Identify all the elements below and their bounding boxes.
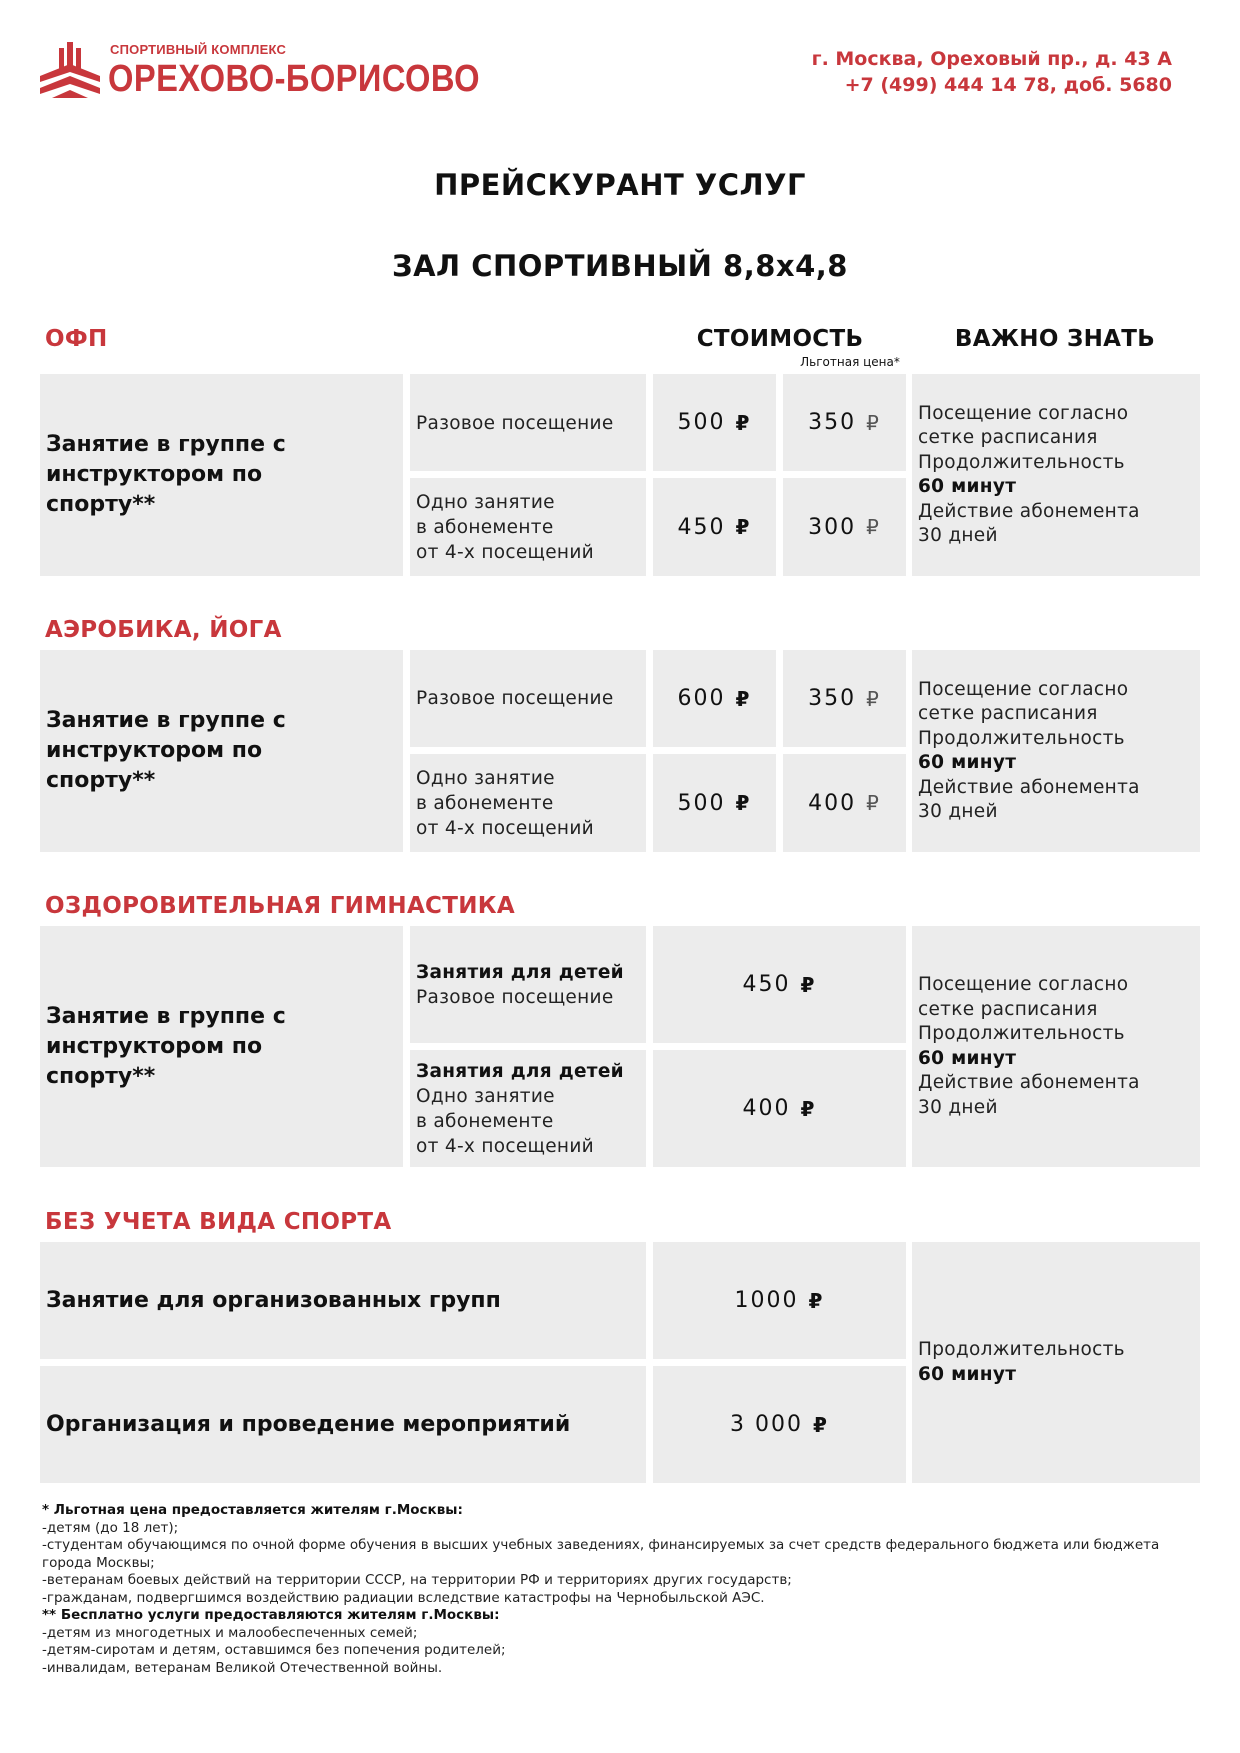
- price-value: 1000: [734, 1288, 799, 1313]
- column-preferential: Льготная цена*: [800, 355, 900, 369]
- option-label: в абонементе: [416, 1110, 554, 1132]
- ruble-icon: ₽: [866, 515, 881, 539]
- reduced-price-cell: [783, 650, 906, 747]
- info-duration: 60 минут: [918, 476, 1017, 497]
- logo-emblem-icon: [40, 42, 100, 98]
- footnotes: [42, 1502, 1202, 1677]
- ruble-icon: ₽: [735, 410, 752, 435]
- info-line: 30 дней: [918, 1096, 998, 1118]
- reduced-price-value: 300: [808, 514, 857, 540]
- reduced-price-value: 350: [808, 686, 857, 711]
- footnote-line: -детям-сиротам и детям, оставшимся без попечения родителей;: [42, 1642, 506, 1658]
- footnote-heading: ** Бесплатно услуги предоставляются жителям г.Москвы:: [42, 1607, 500, 1623]
- ruble-icon: ₽: [866, 410, 881, 435]
- ruble-icon: ₽: [813, 1412, 829, 1437]
- option-label: в абонементе: [416, 792, 554, 814]
- price-value: 400: [742, 1096, 791, 1121]
- price-value: 450: [742, 972, 791, 997]
- info-duration: 60 минут: [918, 1047, 1017, 1069]
- option-cell: [410, 478, 646, 576]
- footnote-line: -детям из многодетных и малообеспеченных семей;: [42, 1624, 418, 1641]
- info-duration: 60 минут: [918, 1363, 1017, 1385]
- info-cell: [912, 374, 1200, 576]
- section-title-aerobics: АЭРОБИКА, ЙОГА: [45, 617, 282, 643]
- price-cell: [653, 1050, 906, 1167]
- info-cell: [912, 1242, 1200, 1483]
- activity-cell: [40, 650, 403, 852]
- reduced-price-cell: [783, 374, 906, 471]
- option-cell: [410, 754, 646, 852]
- footnote-line: -студентам обучающимся по очной форме обучения в высших учебных заведениях, финансируемых за счет средств федерального бюджета или бюджета: [42, 1537, 1160, 1553]
- price-value: 500: [677, 790, 726, 816]
- info-line: сетке расписания: [918, 427, 1098, 448]
- page-title: ПРЕЙСКУРАНТ УСЛУГ: [434, 168, 806, 202]
- info-line: Посещение согласно: [918, 678, 1129, 700]
- column-cost: СТОИМОСТЬ: [696, 326, 864, 352]
- option-label: Разовое посещение: [416, 688, 614, 709]
- info-line: Продолжительность: [918, 1339, 1125, 1360]
- activity-label: Занятие в группе с инструктором по спорту**: [46, 432, 286, 517]
- info-line: Действие абонемента: [918, 776, 1140, 798]
- page-subtitle: ЗАЛ СПОРТИВНЫЙ 8,8х4,8: [392, 249, 848, 283]
- info-line: Действие абонемента: [918, 500, 1140, 522]
- info-line: Продолжительность: [918, 727, 1125, 749]
- logo: [40, 40, 480, 102]
- info-cell: [912, 650, 1200, 852]
- price-cell: [653, 1242, 906, 1359]
- info-line: сетке расписания: [918, 998, 1098, 1020]
- column-important: ВАЖНО ЗНАТЬ: [954, 326, 1156, 352]
- section-title-ofp: ОФП: [45, 326, 108, 352]
- logo-name: ОРЕХОВО-БОРИСОВО: [108, 58, 480, 100]
- info-line: 30 дней: [918, 525, 998, 546]
- address: г. Москва, Ореховый пр., д. 43 А: [811, 48, 1172, 70]
- option-label: от 4-х посещений: [416, 1135, 594, 1157]
- activity-cell: [40, 1242, 646, 1359]
- reduced-price-value: 350: [808, 410, 857, 435]
- ruble-icon: ₽: [735, 515, 752, 539]
- footnote-line: -детям (до 18 лет);: [42, 1519, 179, 1536]
- activity-label: Занятие для организованных групп: [46, 1287, 501, 1313]
- option-label: Одно занятие: [416, 491, 555, 513]
- section-title-any-sport: БЕЗ УЧЕТА ВИДА СПОРТА: [45, 1209, 392, 1235]
- contacts: [812, 46, 1172, 98]
- ruble-icon: ₽: [866, 686, 881, 711]
- info-duration: 60 минут: [918, 752, 1017, 773]
- option-label-bold: Занятия для детей: [416, 1060, 624, 1082]
- option-label: от 4-х посещений: [416, 817, 594, 839]
- ruble-icon: ₽: [735, 686, 752, 711]
- price-value: 3 000: [730, 1412, 804, 1437]
- option-label: Одно занятие: [416, 1085, 555, 1107]
- price-cell: [653, 650, 776, 747]
- info-line: Действие абонемента: [918, 1072, 1140, 1093]
- activity-label: Занятие в группе с инструктором по спорту**: [46, 708, 286, 793]
- info-line: сетке расписания: [918, 703, 1098, 724]
- ruble-icon: ₽: [808, 1288, 825, 1313]
- footnote-line: -инвалидам, ветеранам Великой Отечественной войны.: [42, 1659, 443, 1676]
- phone[interactable]: +7 (499) 444 14 78, доб. 5680: [844, 74, 1172, 96]
- info-line: Посещение согласно: [918, 402, 1129, 424]
- activity-cell: [40, 926, 403, 1167]
- price-value: 450: [677, 514, 726, 540]
- info-cell: [912, 926, 1200, 1167]
- option-label: Разовое посещение: [416, 986, 614, 1008]
- option-cell: [410, 374, 646, 471]
- price-cell: [653, 374, 776, 471]
- footnote-line: -гражданам, подвергшимся воздействию радиации вследствие катастрофы на Чернобыльской АЭС.: [42, 1589, 765, 1606]
- ruble-icon: ₽: [735, 791, 752, 815]
- info-line: Посещение согласно: [918, 974, 1129, 995]
- option-label: Одно занятие: [416, 767, 555, 789]
- section-title-gymnastics: ОЗДОРОВИТЕЛЬНАЯ ГИМНАСТИКА: [45, 893, 515, 919]
- info-line: Продолжительность: [918, 1023, 1125, 1044]
- price-value: 600: [677, 686, 726, 711]
- option-label: в абонементе: [416, 516, 554, 538]
- reduced-price-cell: [783, 478, 906, 576]
- info-line: Продолжительность: [918, 451, 1125, 473]
- option-label: от 4-х посещений: [416, 541, 594, 563]
- reduced-price-value: 400: [808, 790, 857, 816]
- ruble-icon: ₽: [800, 972, 817, 997]
- activity-label: Организация и проведение мероприятий: [46, 1411, 571, 1437]
- option-cell: [410, 1050, 646, 1167]
- option-label-bold: Занятия для детей: [416, 961, 624, 983]
- option-cell: [410, 650, 646, 747]
- info-line: 30 дней: [918, 801, 998, 822]
- reduced-price-cell: [783, 754, 906, 852]
- footnote-line: -ветеранам боевых действий на территории СССР, на территории РФ и территориях других государств;: [42, 1572, 792, 1588]
- footnote-heading: * Льготная цена предоставляется жителям г.Москвы:: [42, 1502, 463, 1518]
- price-cell: [653, 926, 906, 1043]
- footnote-line: города Москвы;: [42, 1554, 155, 1571]
- price-value: 500: [677, 410, 726, 435]
- price-cell: [653, 478, 776, 576]
- ruble-icon: ₽: [866, 791, 881, 815]
- activity-cell: [40, 374, 403, 576]
- logo-subtitle: СПОРТИВНЫЙ КОМПЛЕКС: [110, 42, 287, 57]
- price-cell: [653, 754, 776, 852]
- ruble-icon: ₽: [800, 1096, 817, 1121]
- option-label: Разовое посещение: [416, 413, 614, 434]
- option-cell: [410, 926, 646, 1043]
- activity-label: Занятие в группе с инструктором по спорту**: [46, 1003, 286, 1089]
- price-cell: [653, 1366, 906, 1483]
- activity-cell: [40, 1366, 646, 1483]
